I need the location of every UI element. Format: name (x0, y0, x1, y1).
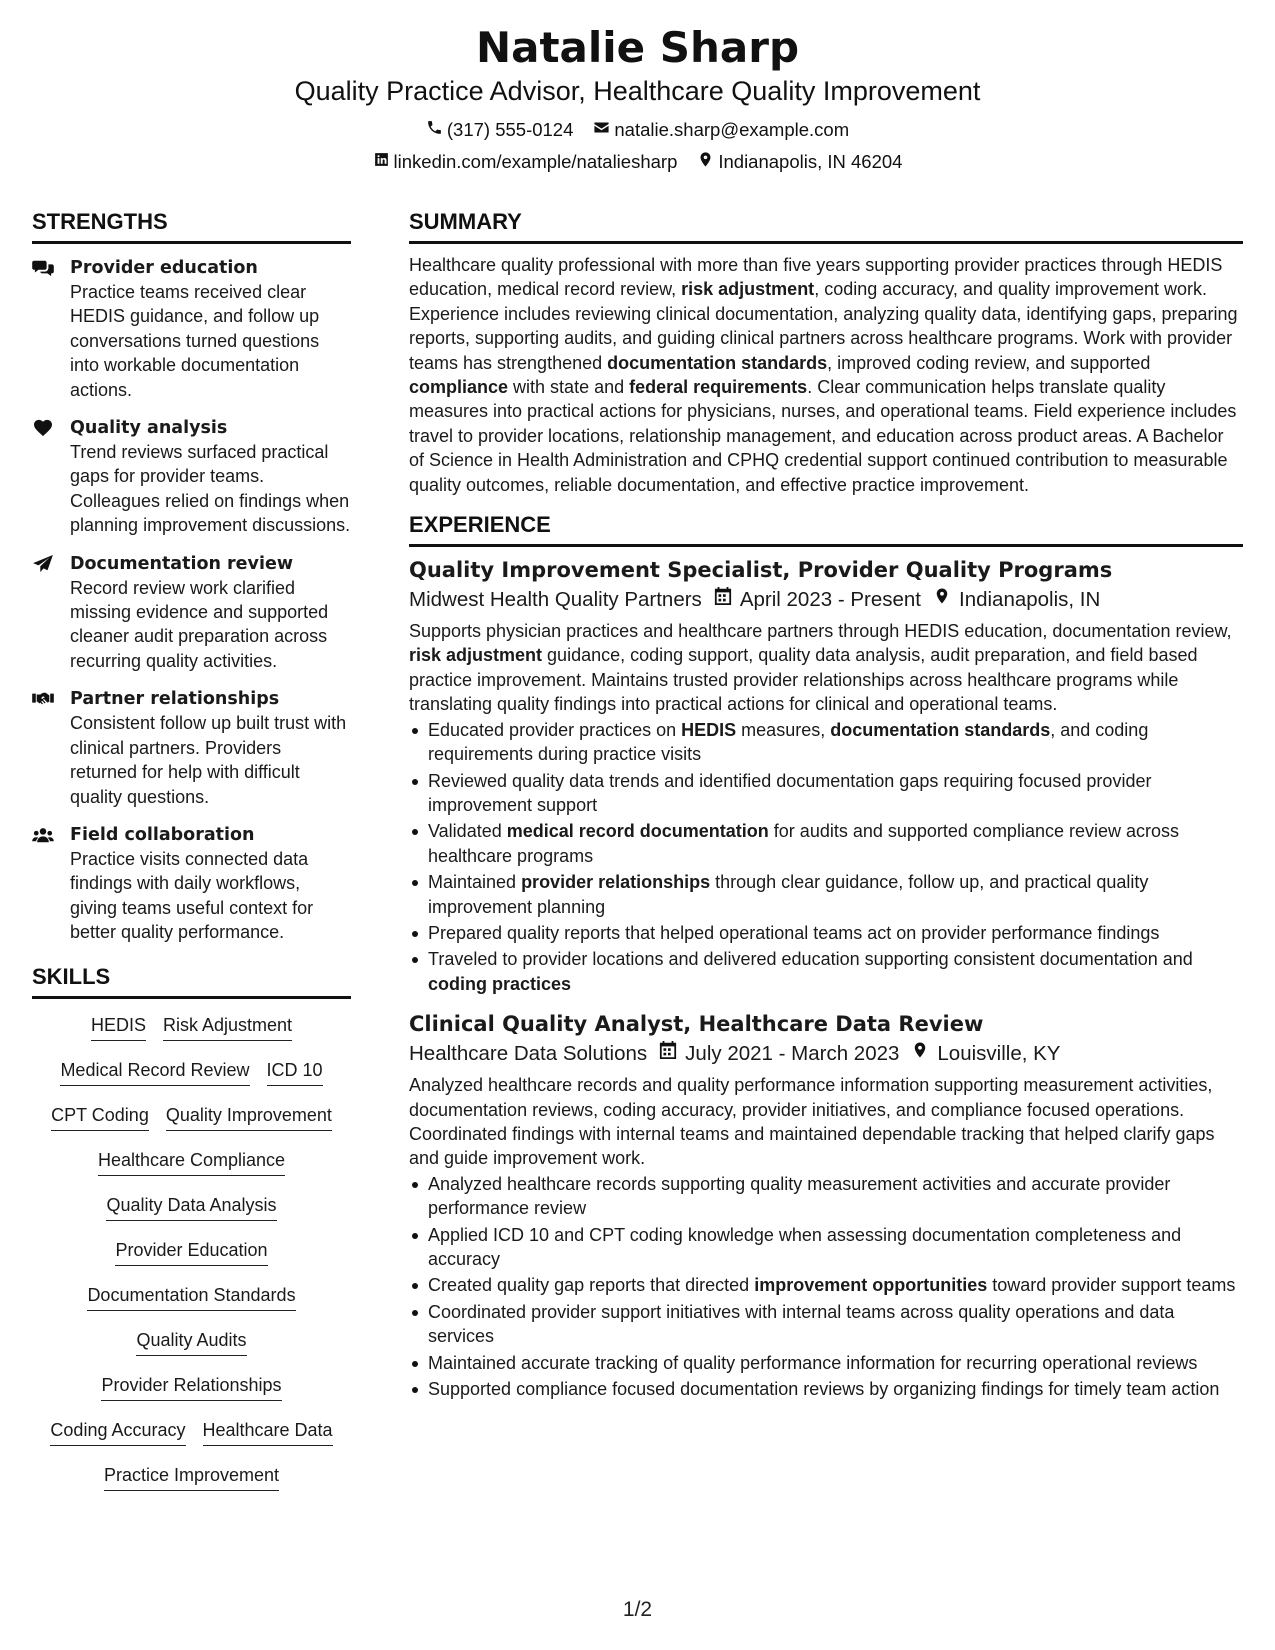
skill-tag: Quality Data Analysis (106, 1193, 276, 1221)
bold-keyword: federal requirements (629, 377, 808, 398)
text-segment: Analyzed healthcare records and quality performance information supporting measurement activities, documentation reviews, coding accuracy, provider initiatives, and compliance focused operations. Coordinated findings with internal teams and maintained dependable tracking that helped clarify gaps and guide improvement work. (409, 1075, 1215, 1169)
job-description (409, 619, 1243, 717)
job-location-text: Indianapolis, IN (959, 588, 1101, 612)
heart-icon (32, 419, 54, 437)
text-segment: toward provider support teams (987, 1275, 1236, 1296)
summary-text (409, 253, 1243, 497)
text-segment: Educated provider practices on (428, 719, 682, 740)
skills-row (32, 1099, 351, 1144)
skill-tag: Risk Adjustment (163, 1013, 292, 1041)
bold-keyword: documentation standards (607, 352, 828, 373)
phone-icon (426, 118, 443, 142)
skills-list (32, 1009, 351, 1504)
text-segment: Supported compliance focused documentation reviews by organizing findings for timely team action (428, 1379, 1220, 1400)
experience-heading: EXPERIENCE (409, 511, 1243, 547)
linkedin-text: linkedin.com/example/nataliesharp (393, 151, 678, 172)
skill-tag: Quality Audits (136, 1328, 246, 1356)
strength-desc: Trend reviews surfaced practical gaps for provider teams. Colleagues relied on findings when planning improvement discussions. (70, 442, 351, 536)
left-column (32, 208, 351, 1504)
skills-row (32, 1234, 351, 1279)
skill-tag: Quality Improvement (166, 1103, 332, 1131)
skill-tag: Provider Relationships (101, 1373, 281, 1401)
text-segment: Maintained (428, 872, 522, 893)
skill-tag: Documentation Standards (87, 1283, 295, 1311)
text-segment: Traveled to provider locations and delivered education supporting consistent documentation and (428, 949, 1193, 970)
text-segment: , improved coding review, and supported (827, 352, 1151, 373)
location-pin-icon (911, 1039, 929, 1069)
job-description (409, 1073, 1243, 1171)
text-segment: guidance, coding support, quality data analysis, audit preparation, and field based practice improvement. Maintains trusted provider relationships across healthcare programs while translating quality findings into practical actions for clinical and operational teams. (409, 645, 1198, 715)
strength-desc: Practice visits connected data findings with daily workflows, giving teams useful context for better quality performance. (70, 848, 314, 943)
right-column (409, 208, 1243, 1403)
skill-tag: Provider Education (115, 1238, 267, 1266)
phone-contact[interactable] (426, 118, 574, 142)
chat-bubbles-icon (32, 259, 54, 277)
calendar-icon (714, 585, 732, 615)
job-title: Quality Improvement Specialist, Provider Quality Programs (409, 558, 1113, 583)
text-segment: Healthcare quality professional with more than five years supporting provider practices through HEDIS education, medical record review, (409, 255, 1223, 300)
candidate-name: Natalie Sharp (475, 23, 800, 72)
skill-tag: ICD 10 (267, 1058, 323, 1086)
text-segment: , and coding requirements during practice visits (428, 719, 1149, 765)
email-contact[interactable] (593, 118, 849, 142)
bold-keyword: compliance (409, 377, 509, 398)
text-segment: Applied ICD 10 and CPT coding knowledge when assessing documentation completeness and accuracy (428, 1224, 1182, 1269)
skills-row (32, 1369, 351, 1414)
bullet-item (409, 1273, 1243, 1297)
text-segment: with state and (508, 377, 630, 398)
skills-row (32, 1324, 351, 1369)
skill-tag: Healthcare Data (203, 1418, 333, 1446)
skills-row (32, 1414, 351, 1459)
strength-desc: Practice teams received clear HEDIS guidance, and follow up conversations turned questions into workable documentation actions. (70, 282, 320, 400)
strengths-heading: STRENGTHS (32, 208, 351, 244)
text-segment: measures, (736, 719, 831, 740)
job-dates-text: July 2021 - March 2023 (685, 1042, 900, 1066)
job-dates-text: April 2023 - Present (739, 588, 921, 612)
contact-row-2 (0, 150, 1275, 174)
text-segment: Analyzed healthcare records supporting quality measurement activities and accurate provider performance review (428, 1173, 1171, 1219)
phone-text: (317) 555-0124 (446, 119, 574, 140)
summary-heading: SUMMARY (409, 208, 1243, 244)
skills-row (32, 1144, 351, 1189)
location-text: Indianapolis, IN 46204 (718, 151, 903, 172)
strength-desc: Record review work clarified missing evidence and supported cleaner audit preparation across recurring quality activities. (70, 577, 329, 671)
contact-row-1 (0, 118, 1275, 142)
bullet-item (409, 947, 1243, 996)
handshake-icon (32, 690, 54, 708)
bullet-item (409, 1351, 1243, 1375)
text-segment: through clear guidance, follow up, and practical quality improvement planning (428, 872, 1149, 917)
text-segment: Validated (428, 821, 507, 842)
company-name: Healthcare Data Solutions (409, 1042, 648, 1066)
strength-item (32, 416, 351, 538)
skill-tag: CPT Coding (51, 1103, 149, 1131)
job-location-text: Louisville, KY (937, 1042, 1061, 1066)
strength-item (32, 256, 351, 402)
skills-row (32, 1009, 351, 1054)
linkedin-contact[interactable] (373, 150, 678, 174)
bullet-item (409, 769, 1243, 818)
skills-row (32, 1054, 351, 1099)
job-entry (409, 1009, 1243, 1401)
users-icon (32, 826, 54, 844)
job-bullets (409, 1172, 1243, 1402)
bullet-item (409, 1300, 1243, 1349)
bullet-item (409, 921, 1243, 945)
skill-tag: Medical Record Review (60, 1058, 249, 1086)
strength-title: Field collaboration (70, 824, 255, 845)
bold-keyword: improvement opportunities (754, 1275, 988, 1296)
job-meta (409, 585, 1243, 615)
location-pin-icon (933, 585, 951, 615)
skill-tag: Healthcare Compliance (98, 1148, 285, 1176)
bold-keyword: risk adjustment (409, 645, 543, 666)
job-location (911, 1039, 1060, 1069)
strength-desc: Consistent follow up built trust with clinical partners. Providers returned for help with difficult quality questions. (70, 713, 347, 807)
paper-plane-icon (32, 555, 54, 573)
bold-keyword: documentation standards (830, 719, 1051, 740)
skills-heading: SKILLS (32, 963, 351, 999)
bold-keyword: coding practices (428, 973, 572, 994)
text-segment: Maintained accurate tracking of quality performance information for recurring operational reviews (428, 1352, 1198, 1373)
strength-title: Documentation review (70, 553, 293, 574)
company-name: Midwest Health Quality Partners (409, 588, 702, 612)
job-location (933, 585, 1100, 615)
page-number: 1/2 (622, 1598, 653, 1621)
bullet-item (409, 870, 1243, 919)
text-segment: Reviewed quality data trends and identified documentation gaps requiring focused provider improvement support (428, 770, 1152, 815)
bullet-item (409, 1223, 1243, 1272)
experience-list (409, 555, 1243, 1401)
text-segment: . Clear communication helps translate quality measures into practical actions for physicians, nurses, and operational teams. Field experience includes travel to provider locations, relationship management, and education across product areas. A Bachelor of Science in Health Administration and CPHQ credential support continued contribution to measurable quality outcomes, reliable documentation, and effective practice improvement. (409, 377, 1237, 495)
job-bullets (409, 718, 1243, 996)
location-contact (697, 150, 902, 174)
email-text: natalie.sharp@example.com (614, 119, 850, 140)
job-meta (409, 1039, 1243, 1069)
skills-row (32, 1279, 351, 1324)
calendar-icon (659, 1039, 677, 1069)
bold-keyword: risk adjustment (681, 279, 815, 300)
strength-item (32, 552, 351, 674)
linkedin-icon (373, 150, 390, 174)
skill-tag: Practice Improvement (104, 1463, 279, 1491)
bold-keyword: HEDIS (681, 719, 737, 740)
strength-item (32, 823, 351, 945)
candidate-title: Quality Practice Advisor, Healthcare Quality Improvement (294, 76, 981, 106)
text-segment: Coordinated provider support initiatives with internal teams across quality operations and data services (428, 1301, 1175, 1347)
strength-item (32, 687, 351, 809)
job-title: Clinical Quality Analyst, Healthcare Data Review (409, 1012, 984, 1037)
bold-keyword: medical record documentation (506, 821, 769, 842)
email-icon (593, 118, 610, 142)
skills-row (32, 1189, 351, 1234)
bullet-item (409, 718, 1243, 767)
text-segment: Supports physician practices and healthcare partners through HEDIS education, documentation review, (409, 621, 1232, 642)
strength-title: Quality analysis (70, 418, 228, 439)
text-segment: Created quality gap reports that directed (428, 1275, 755, 1296)
location-pin-icon (697, 150, 714, 174)
job-dates (714, 585, 921, 615)
resume-header (0, 22, 1275, 174)
bullet-item (409, 1377, 1243, 1401)
bullet-item (409, 1172, 1243, 1221)
skills-row (32, 1459, 351, 1504)
text-segment: for audits and supported compliance review across healthcare programs (428, 821, 1180, 866)
strength-title: Provider education (70, 258, 258, 278)
skill-tag: HEDIS (91, 1013, 146, 1041)
bullet-item (409, 819, 1243, 868)
strengths-list (32, 256, 351, 945)
strength-title: Partner relationships (70, 689, 280, 710)
text-segment: , coding accuracy, and quality improvement work. Experience includes reviewing clinical documentation, analyzing quality data, identifying gaps, preparing reports, supporting audits, and guiding clinical partners across healthcare programs. Work with provider teams has strengthened (409, 279, 1238, 373)
text-segment: Prepared quality reports that helped operational teams act on provider performance findings (428, 922, 1160, 943)
bold-keyword: provider relationships (521, 872, 711, 893)
job-dates (659, 1039, 899, 1069)
job-entry (409, 555, 1243, 996)
skill-tag: Coding Accuracy (50, 1418, 185, 1446)
